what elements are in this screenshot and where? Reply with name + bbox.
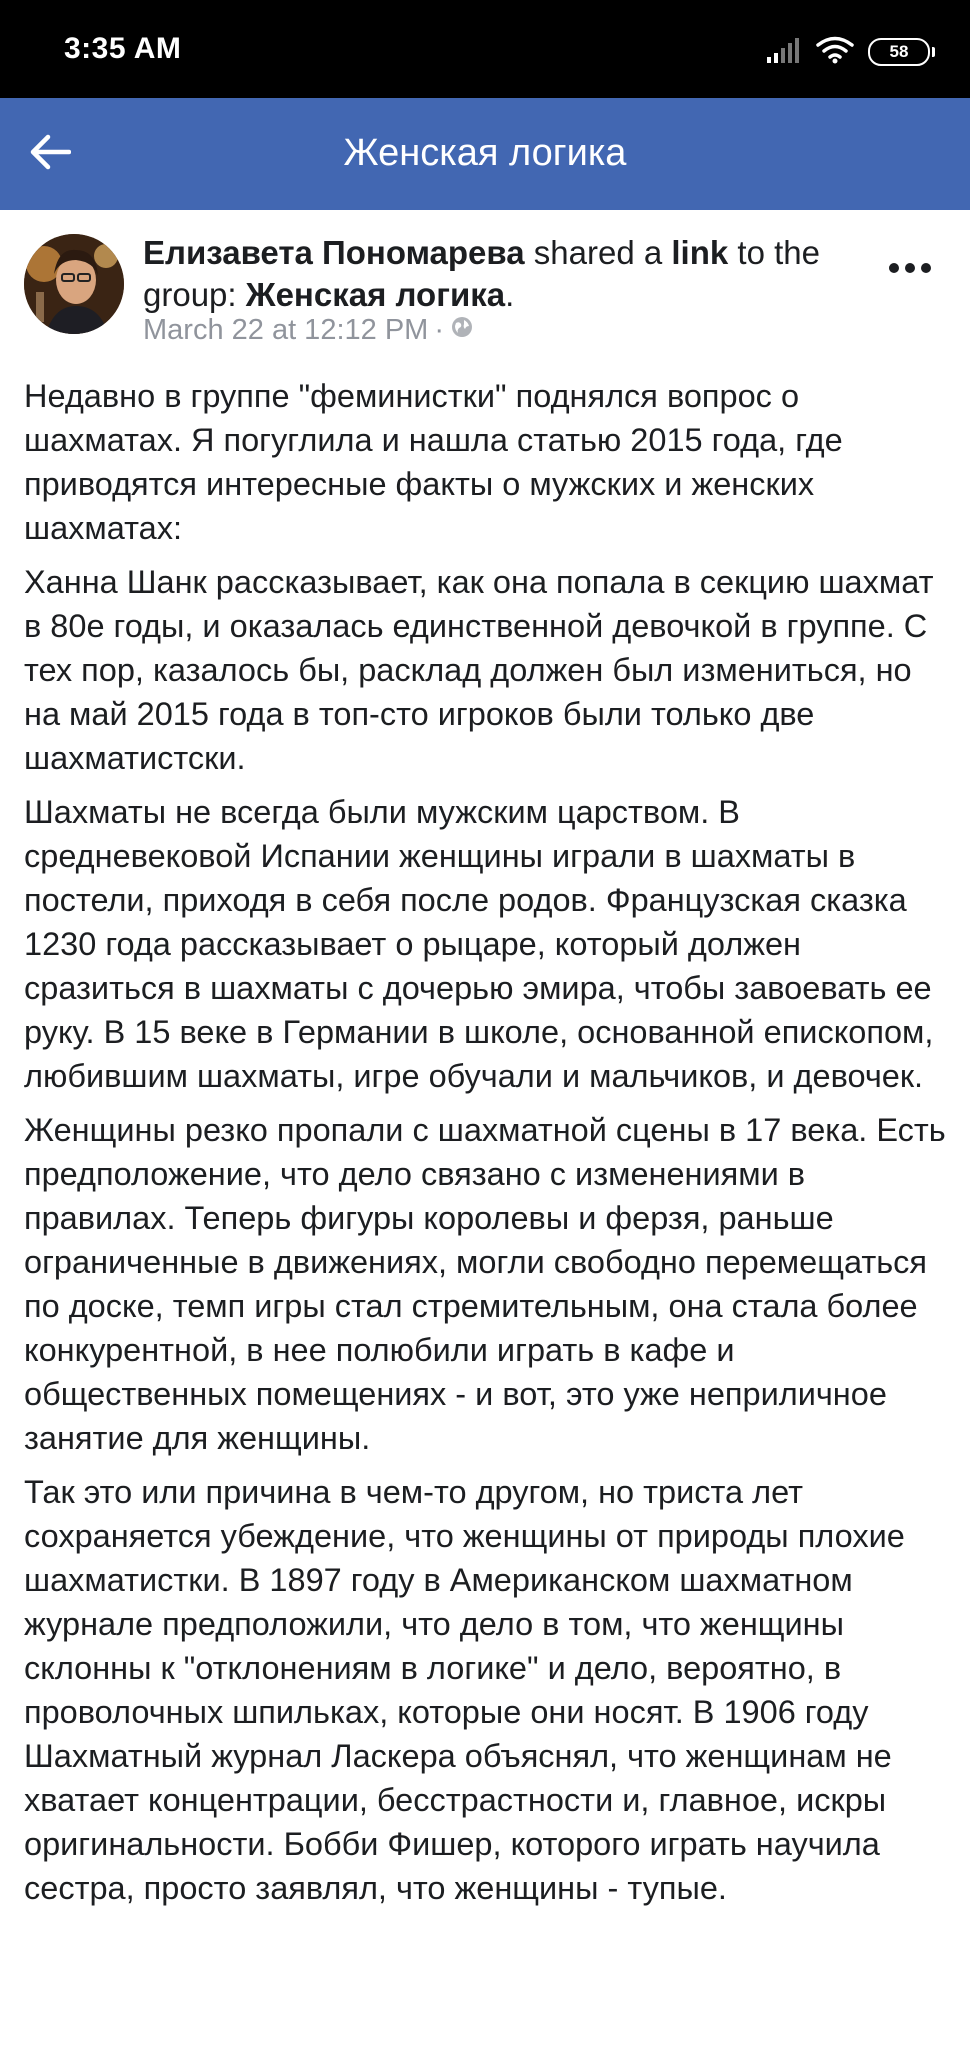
post-paragraph: Шахматы не всегда были мужским царством. В средневековой Испании женщины играли в шахматы в постели, приходя в себя после родов. Французская сказка 1230 года рассказывает о рыцаре, который должен сразиться в шахматы с дочерью эмира, чтобы завоевать ее руку. В 15 веке в Германии в школе, основанной епископом, любившим шахматы, игре обучали и мальчиков, и девочек. — [24, 794, 934, 1094]
post-timestamp[interactable]: March 22 at 12:12 PM — [143, 314, 429, 346]
post-paragraph: Так это или причина в чем-то другом, но триста лет сохраняется убеждение, что женщины от природы плохие шахматистки. В 1897 году в Американском шахматном журнале предположили, что дело в том, что женщины склонны к "отклонениям в логике" и дело, вероятно, в проволочных шпильках, которые они носят. В 1906 году Шахматный журнал Ласкера объяснял, что женщинам не хватает концентрации, бесстрастности и, главное, искры оригинальности. Бобби Фишер, которого играть научила сестра, просто заявлял, что женщины - тупые. — [24, 1474, 905, 1906]
status-time: 3:35 AM — [64, 32, 182, 65]
to-group-text: to the group: — [143, 234, 820, 313]
author-name-link[interactable]: Елизавета Пономарева — [143, 234, 525, 271]
post-paragraph: Ханна Шанк рассказывает, как она попала в секцию шахмат в 80е годы, и оказалась единственной девочкой в группе. С тех пор, казалось бы, расклад должен был измениться, но на май 2015 года в топ-сто игроков были только две шахматистски. — [24, 564, 934, 776]
post-header — [0, 210, 970, 360]
meta-separator: · — [434, 314, 444, 346]
post-paragraph: Недавно в группе "феминистки" поднялся вопрос о шахматах. Я погуглила и нашла статью 2015 года, где приводятся интересные факты о мужских и женских шахматах: — [24, 378, 843, 546]
page-title: Женская логика — [343, 132, 627, 174]
app-bar — [0, 98, 970, 210]
post-body — [24, 374, 950, 1920]
wifi-icon — [816, 36, 854, 69]
shared-text: shared a — [524, 234, 672, 271]
more-options-button[interactable] — [880, 250, 940, 290]
globe-icon — [450, 314, 474, 347]
more-horizontal-icon — [888, 261, 932, 279]
battery-icon — [868, 38, 930, 66]
battery-level: 58 — [889, 42, 909, 61]
group-name-link[interactable]: Женская логика — [245, 276, 506, 313]
post-meta — [143, 314, 474, 347]
status-bar — [0, 0, 970, 98]
period-text: . — [505, 276, 515, 313]
avatar[interactable] — [24, 234, 124, 334]
status-icons — [766, 36, 930, 68]
shared-link[interactable]: link — [671, 234, 729, 271]
signal-icon — [766, 37, 802, 68]
post-header-text — [143, 232, 873, 316]
post-paragraph: Женщины резко пропали с шахматной сцены в 17 века. Есть предположение, что дело связано с изменениями в правилах. Теперь фигуры королевы и ферзя, раньше ограниченные в движениях, могли свободно перемещаться по доске, темп игры стал стремительным, она стала более конкурентной, в нее полюбили играть в кафе и общественных помещениях - и вот, это уже неприличное занятие для женщины. — [24, 1112, 946, 1456]
